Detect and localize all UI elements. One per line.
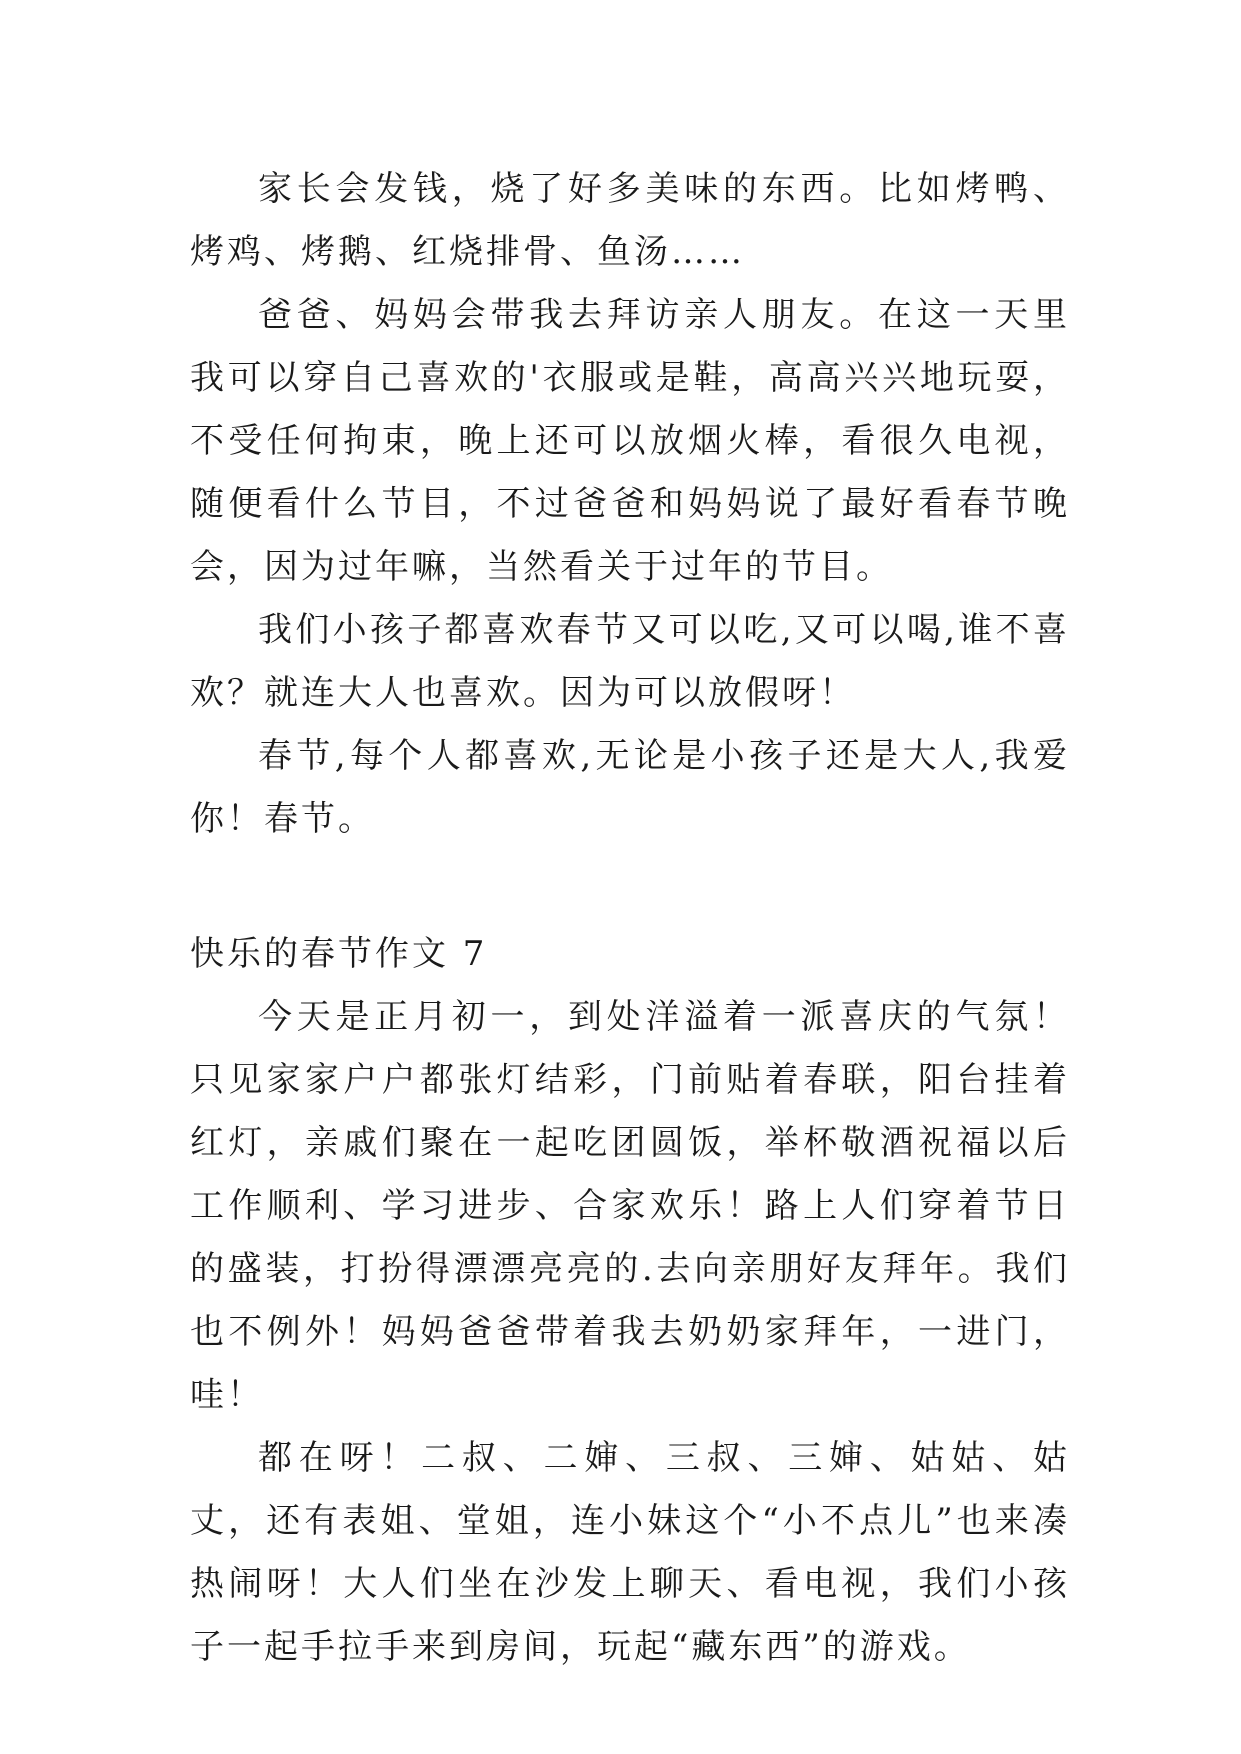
paragraph: 我们小孩子都喜欢春节又可以吃,又可以喝,谁不喜欢？就连大人也喜欢。因为可以放假呀！: [190, 610, 1070, 713]
paragraph: 都在呀！二叔、二婶、三叔、三婶、姑姑、姑丈，还有表姐、堂姐，连小妹这个“小不点儿”也来凑热闹呀！大人们坐在沙发上聊天、看电视，我们小孩子一起手拉手来到房间，玩起“藏东西”的游戏。: [190, 1438, 1070, 1667]
section-heading: 快乐的春节作文 7: [190, 934, 488, 974]
paragraph: 家长会发钱，烧了好多美味的东西。比如烤鸭、烤鸡、烤鹅、红烧排骨、鱼汤……: [190, 169, 1070, 272]
document-body: [190, 158, 1070, 1679]
paragraph: 爸爸、妈妈会带我去拜访亲人朋友。在这一天里我可以穿自己喜欢的'衣服或是鞋，高高兴兴地玩耍，不受任何拘束，晚上还可以放烟火棒，看很久电视，随便看什么节目，不过爸爸和妈妈说了最好看春节晚会，因为过年嘛，当然看关于过年的节目。: [190, 295, 1070, 587]
paragraph: 今天是正月初一，到处洋溢着一派喜庆的气氛！只见家家户户都张灯结彩，门前贴着春联，阳台挂着红灯，亲戚们聚在一起吃团圆饭，举杯敬酒祝福以后工作顺利、学习进步、合家欢乐！路上人们穿着节日的盛装，打扮得漂漂亮亮的.去向亲朋好友拜年。我们也不例外！妈妈爸爸带着我去奶奶家拜年，一进门，哇！: [190, 997, 1070, 1415]
paragraph: 春节,每个人都喜欢,无论是小孩子还是大人,我爱你！春节。: [190, 736, 1070, 839]
